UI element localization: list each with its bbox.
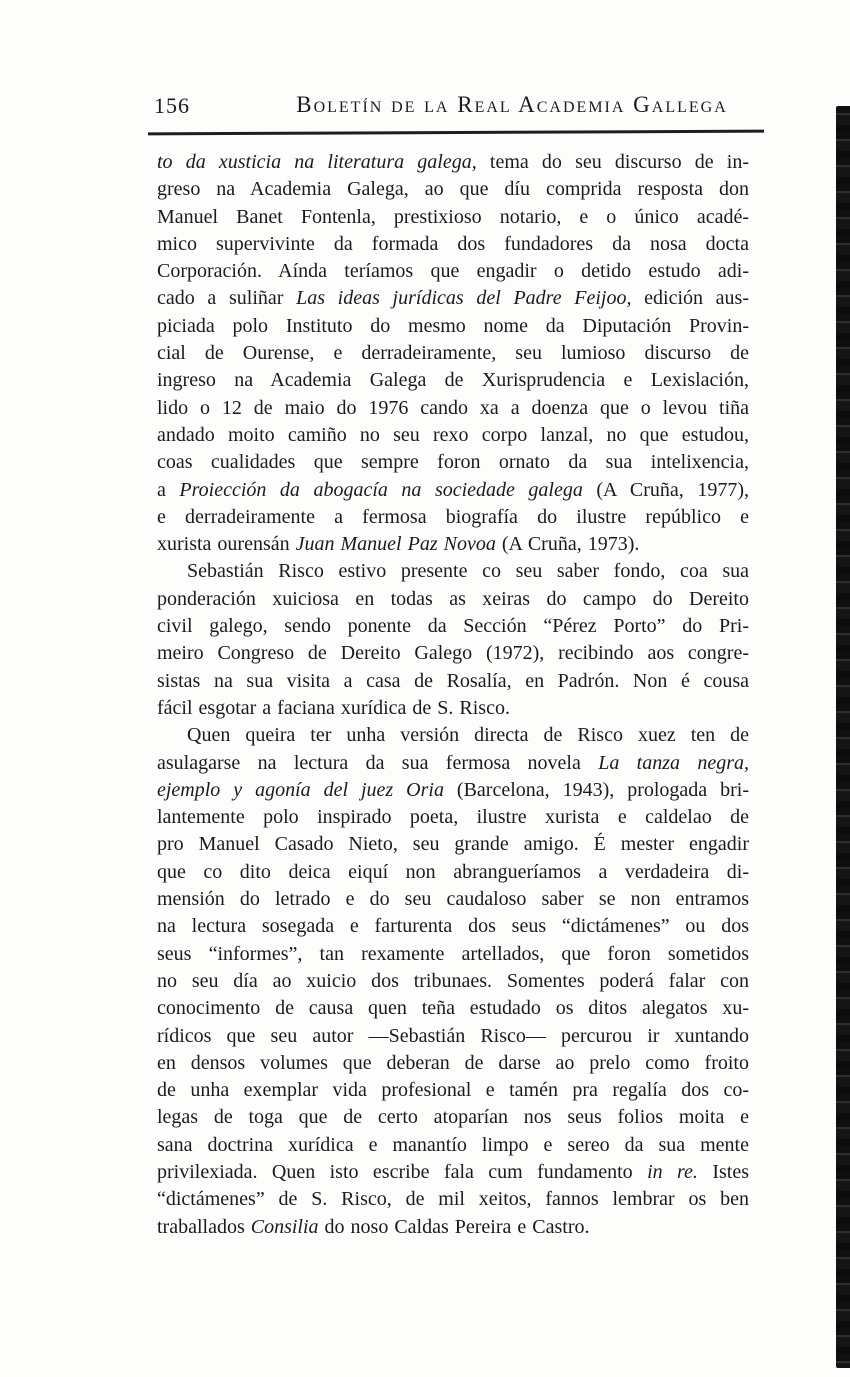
text-line: ponderación xuiciosa en todas as xeiras do campo do Dereito [157, 587, 749, 610]
text-line: ejemplo y agonía del juez Oria (Barcelona, 1943), prologada bri- [157, 778, 749, 801]
text-line: Corporación. Aínda teríamos que engadir o detido estudo adi- [157, 260, 749, 283]
text-line: rídicos que seu autor —Sebastián Risco— percurou ir xuntando [157, 1024, 749, 1047]
text-line: civil galego, sendo ponente da Sección “Pérez Porto” do Pri- [157, 615, 749, 638]
page-number: 156 [154, 93, 190, 118]
text-line: to da xusticia na literatura galega, tema do seu discurso de in- [157, 151, 750, 173]
text-line: lido o 12 de maio do 1976 cando xa a doenza que o levou tiña [157, 396, 749, 419]
text-line: lantemente polo inspirado poeta, ilustre xurista e caldelao de [157, 806, 749, 829]
text-line: de unha exemplar vida profesional e tamén pra regalía dos co- [157, 1079, 749, 1102]
text-line: Sebastián Risco estivo presente co seu saber fondo, coa sua [187, 560, 749, 583]
text-line: que co dito deica eiquí non abrangueríamos a verdadeira di- [157, 860, 749, 883]
text-line: en densos volumes que deberan de darse ao prelo como froito [157, 1051, 749, 1074]
text-line: sana doctrina xurídica e manantío limpo e sereo da sua mente [157, 1133, 749, 1156]
text-line: cial de Ourense, e derradeiramente, seu lumioso discurso de [157, 342, 749, 365]
text-line: Manuel Banet Fontenla, prestixioso notario, e o único acadé- [157, 205, 749, 228]
text-line: cado a suliñar Las ideas jurídicas del Padre Feijoo, edición aus- [157, 287, 749, 310]
binding-shadow [836, 106, 850, 1368]
text-line: conocimento de causa quen teña estudado os ditos alegatos xu- [157, 997, 749, 1020]
text-line: legas de toga que de certo atoparían nos seus folios moita e [157, 1106, 749, 1129]
text-line: mensión do letrado e do seu caudaloso saber se non entramos [157, 888, 749, 911]
text-line: ingreso na Academia Galega de Xurisprudencia e Lexislación, [157, 369, 749, 392]
text-line: xurista ourensán Juan Manuel Paz Novoa (A Cruña, 1973). [157, 533, 640, 556]
header-rule [148, 130, 764, 136]
text-line: privilexiada. Quen isto escribe fala cum fundamento in re. Istes [157, 1160, 749, 1183]
text-line: andado moito camiño no seu rexo corpo lanzal, no que estudou, [157, 423, 749, 446]
page-header [152, 92, 764, 120]
text-line: coas cualidades que sempre foron ornato da sua intelixencia, [157, 451, 749, 474]
text-line: na lectura sosegada e farturenta dos seus “dictámenes” ou dos [157, 915, 749, 938]
text-line: mico supervivinte da formada dos fundadores da nosa docta [157, 232, 749, 255]
text-line: e derradeiramente a fermosa biografía do ilustre repúblico e [157, 505, 749, 528]
text-line: seus “informes”, tan rexamente artellados, que foron sometidos [157, 942, 749, 965]
text-line: meiro Congreso de Dereito Galego (1972), recibindo aos congre- [157, 642, 749, 665]
text-line: greso na Academia Galega, ao que díu comprida resposta don [157, 178, 749, 201]
page-text [157, 149, 749, 1241]
text-line: fácil esgotar a faciana xurídica de S. Risco. [157, 696, 510, 719]
text-line: a Proiección da abogacía na sociedade galega (A Cruña, 1977), [157, 478, 749, 501]
text-line: pro Manuel Casado Nieto, seu grande amigo. É mester engadir [157, 833, 749, 856]
text-line: Quen queira ter unha versión directa de Risco xuez ten de [187, 724, 749, 747]
text-line: piciada polo Instituto do mesmo nome da Diputación Provin- [157, 314, 749, 337]
text-line: “dictámenes” de S. Risco, de mil xeitos, fannos lembrar os ben [157, 1188, 749, 1211]
journal-title: Boletín de la Real Academia Gallega [296, 92, 728, 117]
text-line: no seu día ao xuicio dos tribunaes. Somentes poderá falar con [157, 969, 749, 992]
text-line: asulagarse na lectura da sua fermosa novela La tanza negra, [157, 751, 749, 774]
text-line: traballados Consilia do noso Caldas Pereira e Castro. [157, 1215, 590, 1238]
text-line: sistas na sua visita a casa de Rosalía, en Padrón. Non é cousa [157, 669, 749, 692]
